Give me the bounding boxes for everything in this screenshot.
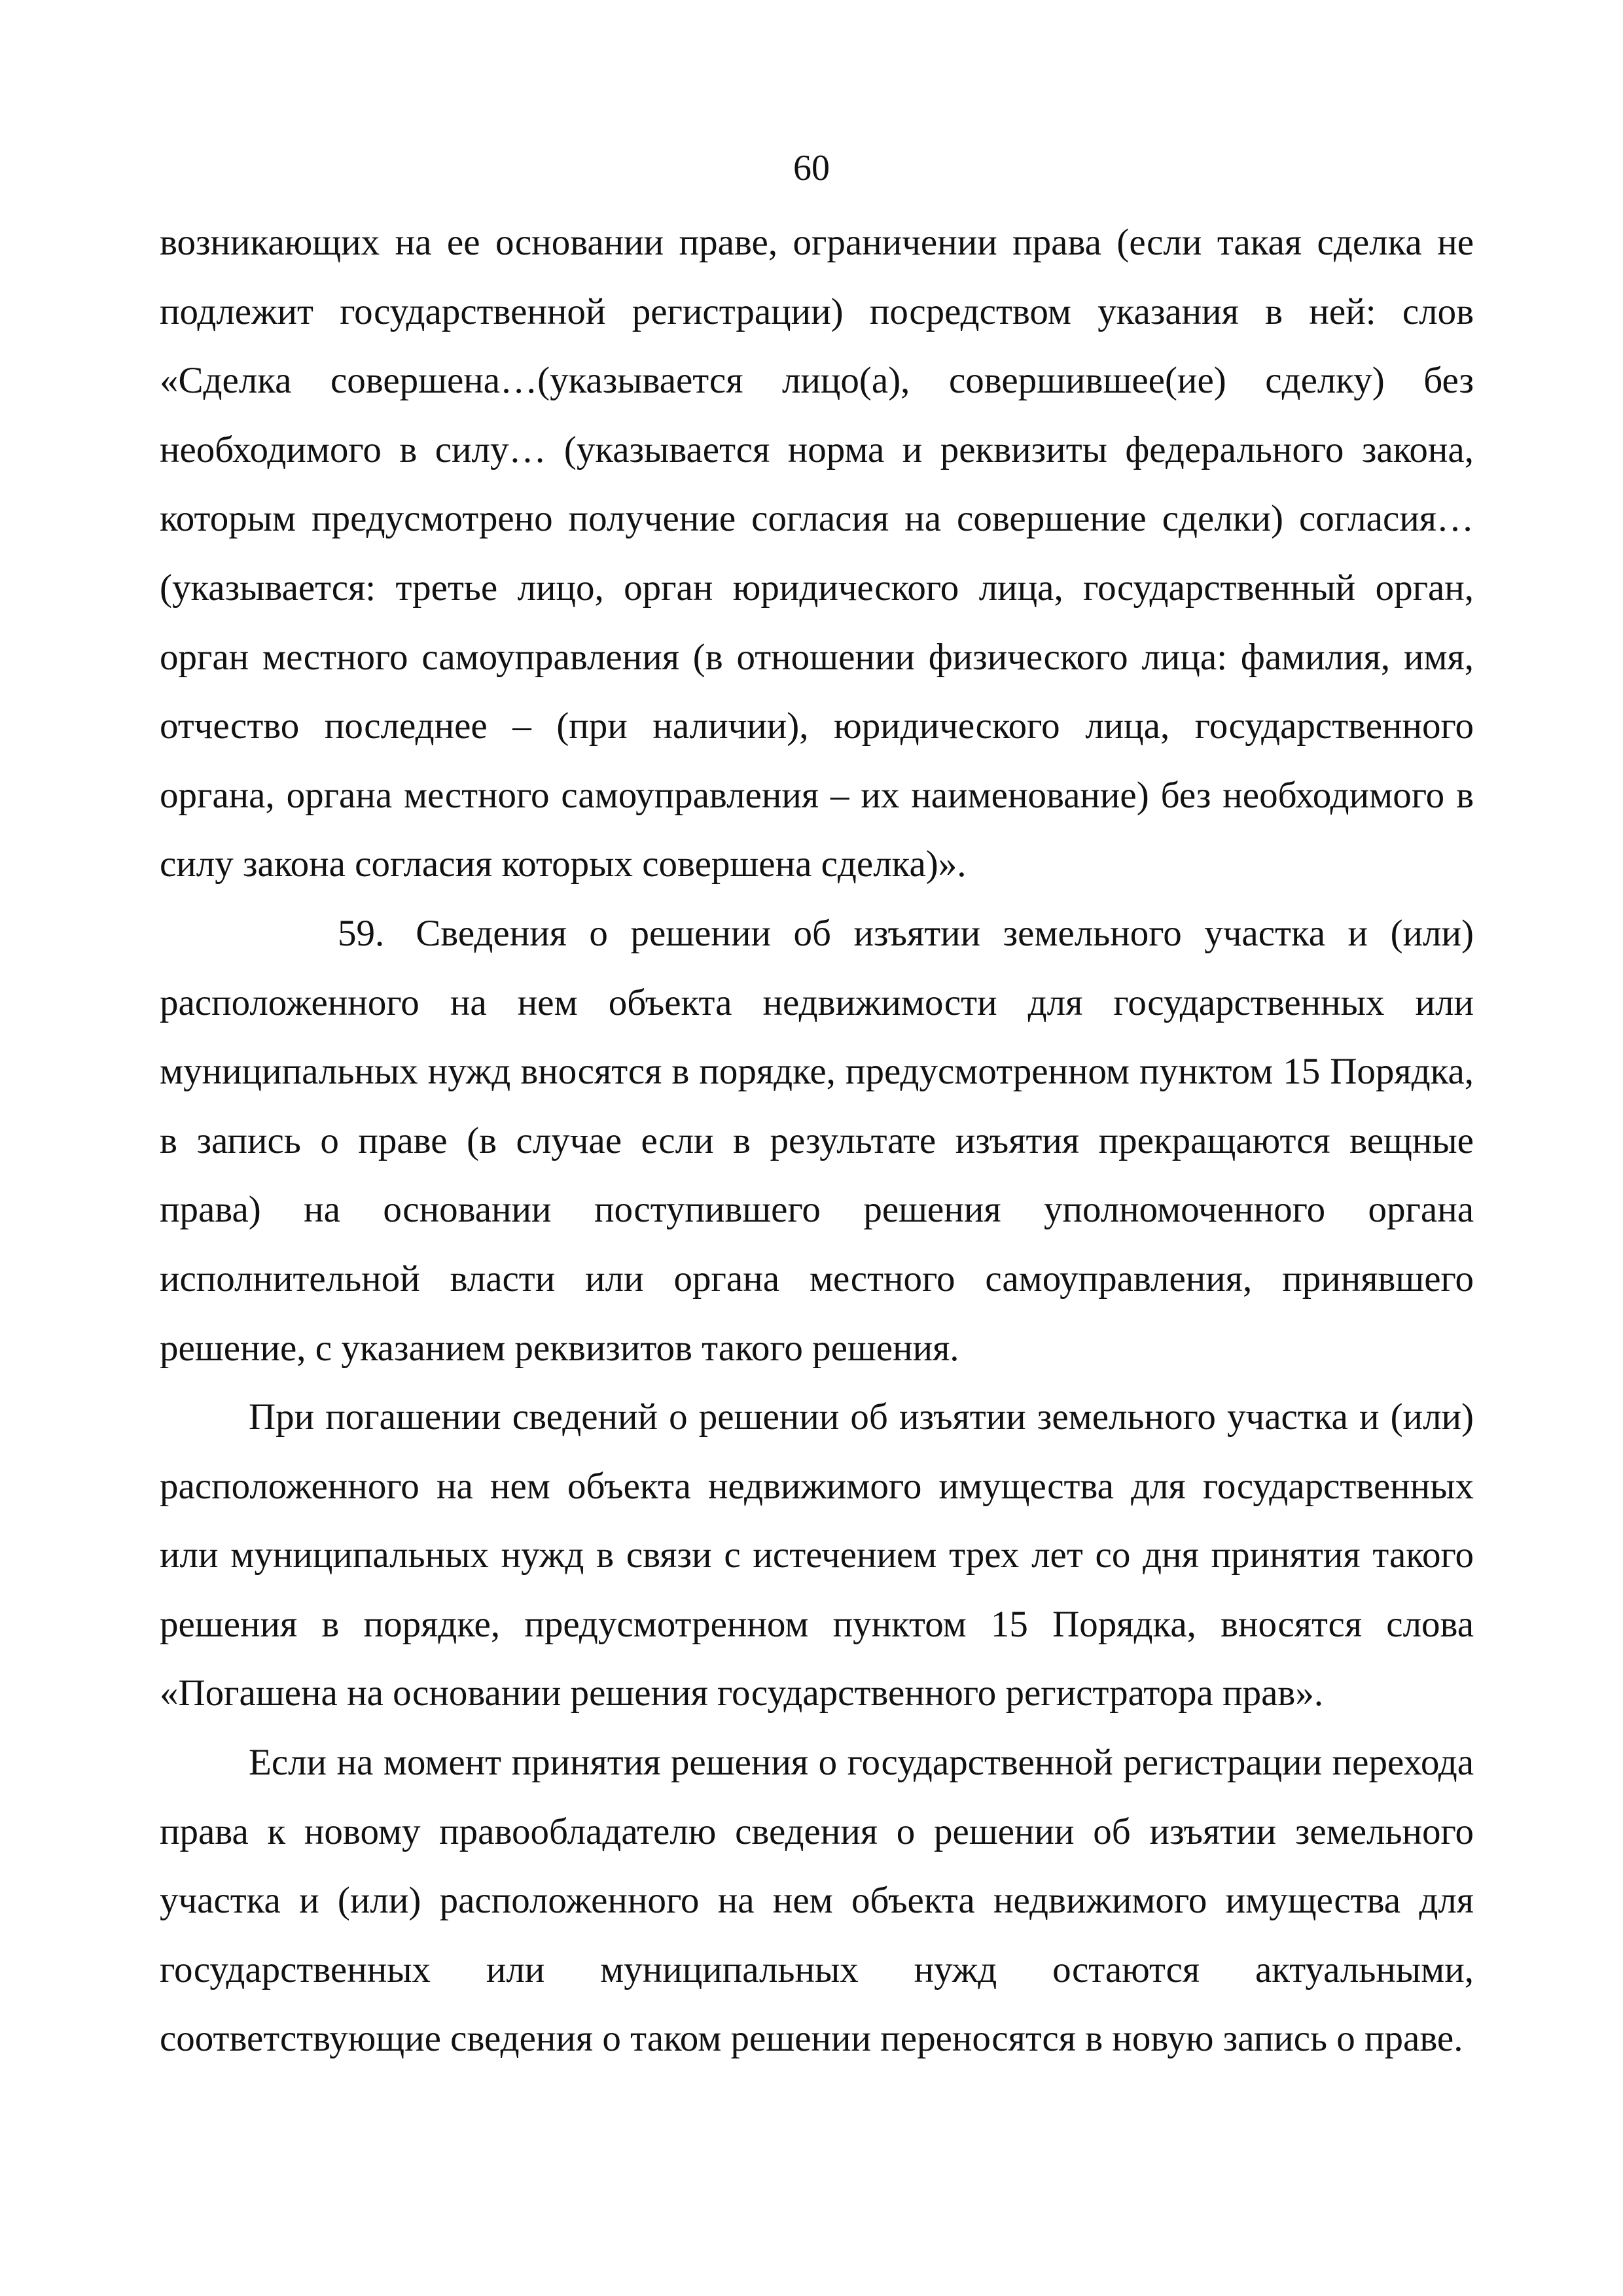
paragraph-item-59 xyxy=(160,899,1474,1383)
paragraph-repayment: При погашении сведений о решении об изъятии земельного участка и (или) расположенного на нем объекта недвижимого имущества для государственных или муниципальных нужд в связи с истечением трех лет со дня принятия такого решения в порядке, предусмотренном пунктом 15 Порядка, вносятся слова «Погашена на основании решения государственного регистратора прав». xyxy=(160,1396,1474,1714)
document-body xyxy=(160,208,1474,2074)
page-number: 60 xyxy=(793,148,830,188)
item-59-text: Сведения о решении об изъятии земельного участка и (или) расположенного на нем объекта недвижимости для государственных или муниципальных нужд вносятся в порядке, предусмотренном пунктом 15 Порядка, в запись о праве (в случае если в результате изъятия прекращаются вещные права) на основании поступившего решения уполномоченного органа исполнительной власти или органа местного самоуправления, принявшего решение, с указанием реквизитов такого решения. xyxy=(160,912,1474,1369)
item-number: 59. xyxy=(338,912,385,954)
paragraph-transfer: Если на момент принятия решения о государственной регистрации перехода права к новому правообладателю сведения о решении об изъятии земельного участка и (или) расположенного на нем объекта недвижимого имущества для государственных или муниципальных нужд остаются актуальными, соответствующие сведения о таком решении переносятся в новую запись о праве. xyxy=(160,1742,1474,2060)
paragraph-continuation: возникающих на ее основании праве, ограничении права (если такая сделка не подлежит государственной регистрации) посредством указания в ней: слов «Сделка совершена…(указывается лицо(а), совершившее(ие) сделку) без необходимого в силу… (указывается норма и реквизиты федерального закона, которым предусмотрено получение согласия на совершение сделки) согласия… (указывается: третье лицо, орган юридического лица, государственный орган, орган местного самоуправления (в отношении физического лица: фамилия, имя, отчество последнее – (при наличии), юридического лица, государственного органа, органа местного самоуправления – их наименование) без необходимого в силу закона согласия которых совершена сделка)». xyxy=(160,222,1474,885)
